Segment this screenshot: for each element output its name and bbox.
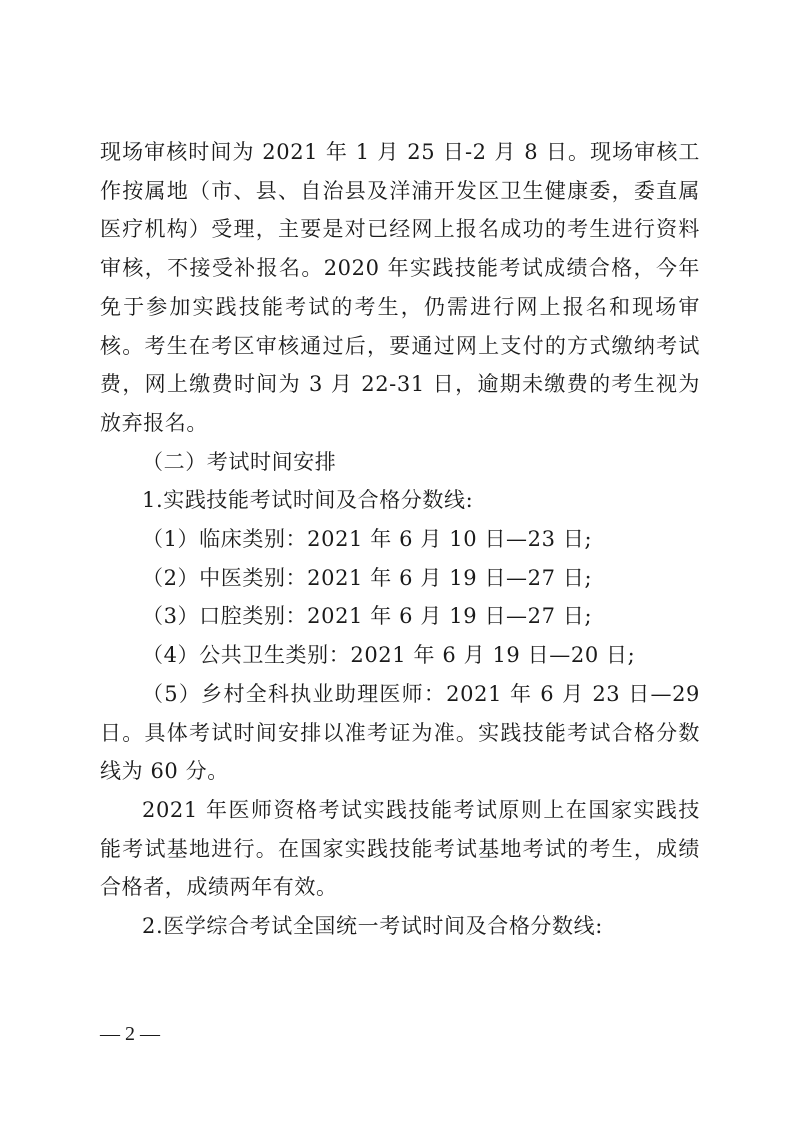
list-item-dental: （3）口腔类别：2021 年 6 月 19 日—27 日; bbox=[142, 604, 593, 629]
list-item-clinical: （1）临床类别：2021 年 6 月 10 日—23 日; bbox=[142, 527, 593, 552]
subheading-comprehensive-exam: 2.医学综合考试全国统一考试时间及合格分数线: bbox=[142, 914, 603, 939]
document-body bbox=[100, 133, 700, 946]
list-item-public-health: （4）公共卫生类别：2021 年 6 月 19 日—20 日; bbox=[142, 643, 636, 668]
section-heading-exam-schedule: （二）考试时间安排 bbox=[142, 449, 337, 474]
list-item-tcm: （2）中医类别：2021 年 6 月 19 日—27 日; bbox=[142, 565, 593, 590]
list-item-rural-general: （5）乡村全科执业助理医师：2021 年 6 月 23 日—29 日。具体考试时间安排以准考证为准。实践技能考试合格分数线为 60 分。 bbox=[100, 681, 700, 784]
page-number: — 2 — bbox=[100, 1023, 160, 1045]
paragraph-onsite-review: 现场审核时间为 2021 年 1 月 25 日-2 月 8 日。现场审核工作按属地（市、县、自治县及洋浦开发区卫生健康委，委直属医疗机构）受理，主要是对已经网上报名成功的考生进行资料审核，不接受补报名。2020 年实践技能考试成绩合格，今年免于参加实践技能考试的考生，仍需进行网上报名和现场审核。考生在考区审核通过后，要通过网上支付的方式缴纳考试费，网上缴费时间为 3 月 22-31 日，逾期未缴费的考生视为放弃报名。 bbox=[100, 140, 700, 435]
subheading-practical-skills: 1.实践技能考试时间及合格分数线: bbox=[142, 488, 474, 513]
paragraph-national-base: 2021 年医师资格考试实践技能考试原则上在国家实践技能考试基地进行。在国家实践技能考试基地考试的考生，成绩合格者，成绩两年有效。 bbox=[100, 797, 700, 900]
